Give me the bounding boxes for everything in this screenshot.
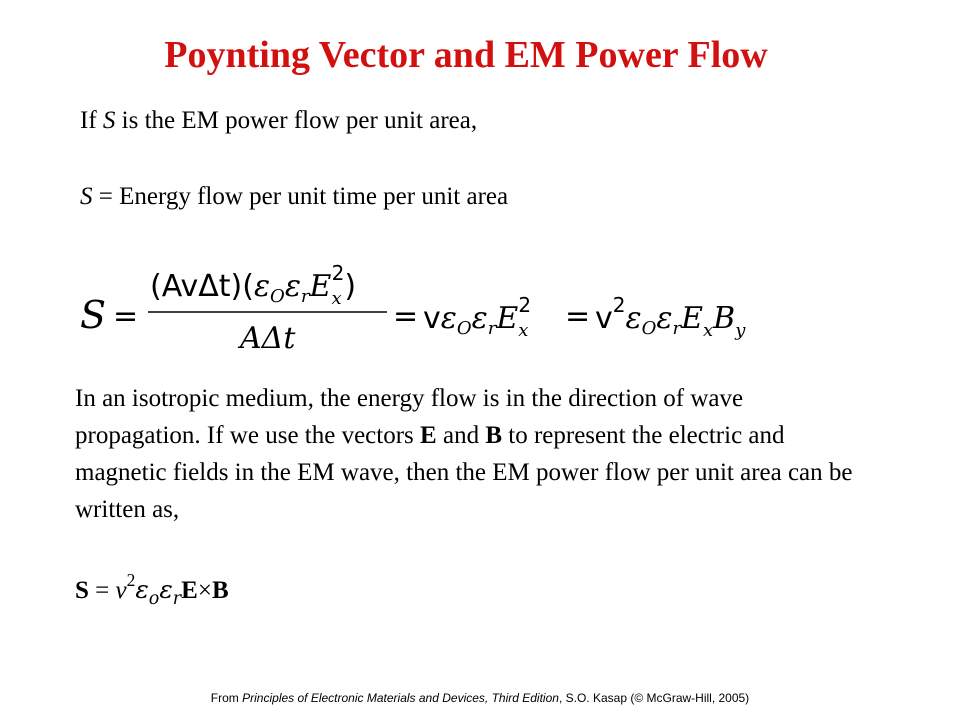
s-symbol: S: [80, 183, 93, 210]
formula-sub-r: r: [172, 589, 182, 610]
eq-denominator: AΔt: [240, 321, 296, 356]
credit-book-title: Principles of Electronic Materials and Devices, Third Edition: [242, 691, 559, 705]
eq-equals-1: =: [113, 299, 139, 334]
formula-epsilon-o: ε: [135, 575, 149, 604]
vector-e: E: [420, 422, 437, 449]
intro-line-1: [80, 107, 477, 135]
intro-line-1-suffix: is the EM power flow per unit area,: [115, 107, 478, 134]
eq-equals-2: =: [393, 299, 419, 334]
intro-line-2: [80, 183, 508, 211]
formula-equals: =: [88, 577, 116, 604]
eq-numerator: $(Av\Delta t)(\varepsilon_O\varepsilon_rE_x2)$: [150, 261, 357, 309]
isotropic-paragraph: [75, 380, 875, 528]
intro-line-1-prefix: If: [80, 107, 103, 134]
formula-cross: ×: [197, 577, 212, 604]
poynting-vector-formula: [75, 569, 229, 610]
credit-suffix: , S.O. Kasap (© McGraw-Hill, 2005): [558, 691, 750, 705]
formula-square: 2: [126, 569, 136, 590]
eq-term-3: $v^2\varepsilon_O\varepsilon_rE_xB_y$: [595, 293, 746, 341]
s-symbol: S: [102, 107, 116, 134]
formula-e: E: [181, 577, 198, 604]
formula-v: v: [115, 577, 127, 604]
paragraph-and: and: [436, 422, 486, 449]
intro-line-2-suffix: = Energy flow per unit time per unit area: [92, 183, 509, 210]
formula-s: S: [75, 577, 89, 604]
credit-prefix: From: [210, 691, 243, 705]
formula-sub-o: o: [148, 589, 160, 610]
source-credit: [0, 691, 960, 705]
eq-term-2: $v\varepsilon_O\varepsilon_rE_x2$: [423, 293, 532, 341]
formula-epsilon-r: ε: [159, 575, 173, 604]
poynting-equation: [75, 250, 795, 360]
paragraph-part-2: to represent the electric and magnetic fields in the EM wave, then the EM power flow per unit area can be written as,: [75, 422, 853, 523]
page-title: Poynting Vector and EM Power Flow: [164, 34, 768, 76]
formula-b: B: [211, 577, 229, 604]
vector-b: B: [485, 422, 503, 449]
eq-equals-3: =: [565, 299, 591, 334]
paragraph-part-1: In an isotropic medium, the energy flow is in the direction of wave propagation. If we use the vectors: [75, 385, 744, 449]
eq-lhs: S: [80, 293, 107, 337]
